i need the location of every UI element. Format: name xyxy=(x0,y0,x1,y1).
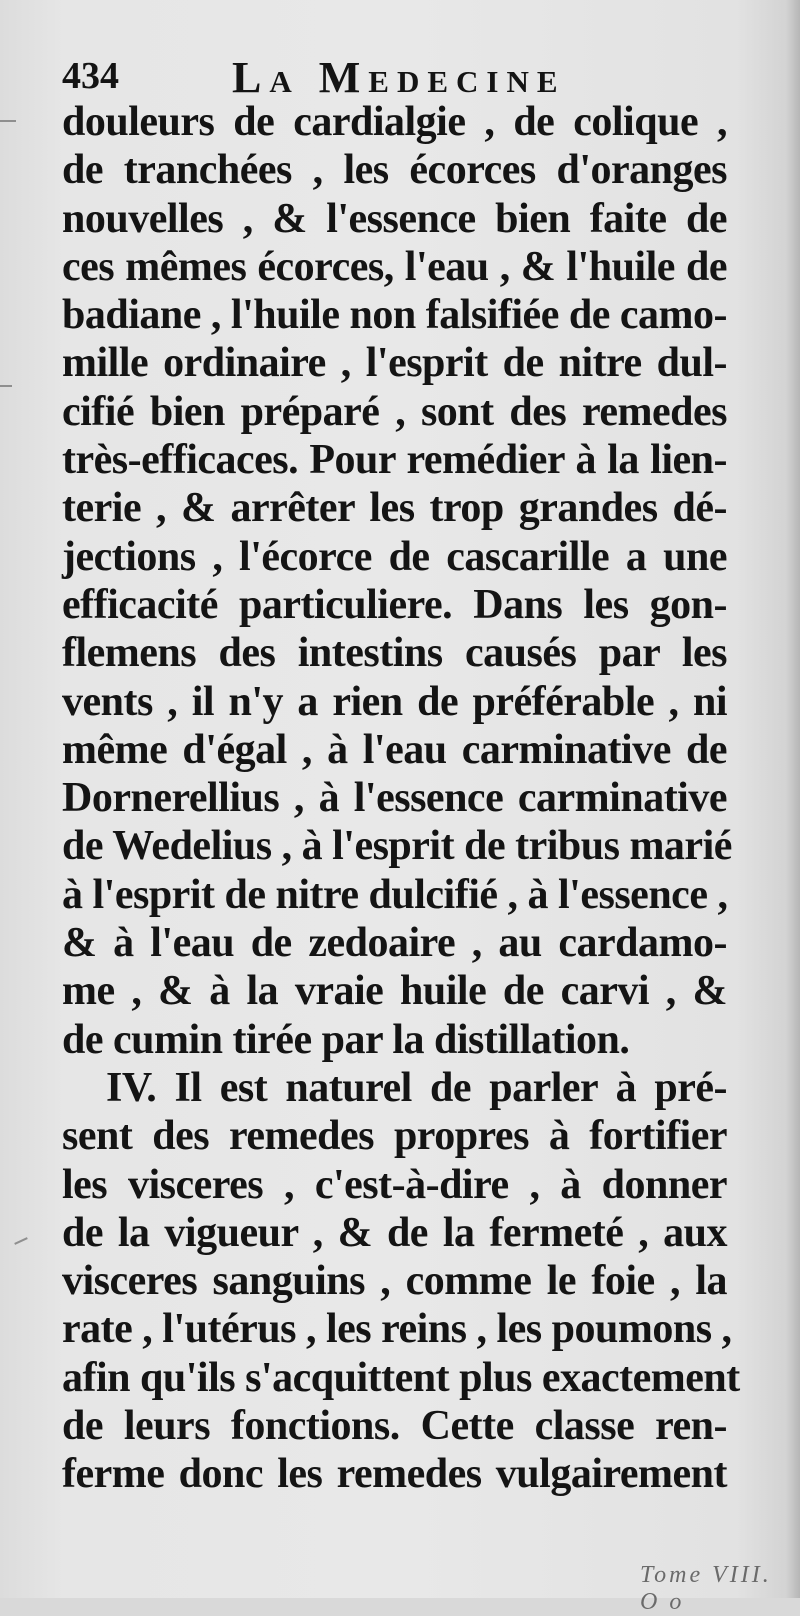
text-line: me , & à la vraie huile de carvi , & xyxy=(62,968,727,1015)
text-line: ferme donc les remedes vulgairement xyxy=(62,1451,727,1498)
text-line: rate , l'utérus , les reins , les poumons , xyxy=(62,1306,732,1353)
text-line: Dornerellius , à l'essence carminative xyxy=(62,775,727,822)
text-line: nouvelles , & l'essence bien faite de xyxy=(62,195,727,242)
page-number: 434 xyxy=(62,55,119,97)
body-text xyxy=(62,98,740,1499)
text-line: mille ordinaire , l'esprit de nitre dul- xyxy=(62,340,727,387)
text-line: de Wedelius , à l'esprit de tribus marié xyxy=(62,823,732,870)
text-line: douleurs de cardialgie , de colique , xyxy=(62,99,727,145)
text-line: terie , & arrêter les trop grandes dé- xyxy=(62,485,727,532)
text-line: vents , il n'y a rien de préférable , ni xyxy=(62,678,727,725)
text-line: à l'esprit de nitre dulcifié , à l'essence , xyxy=(62,871,728,918)
text-line: de tranchées , les écorces d'oranges xyxy=(62,147,727,194)
text-line: de leurs fonctions. Cette classe ren- xyxy=(62,1403,727,1450)
signature-mark: Tome VIII. O o xyxy=(640,1562,772,1615)
paragraph-start-line: IV. Il est naturel de parler à pré- xyxy=(106,1064,727,1111)
text-line: flemens des intestins causés par les xyxy=(62,630,727,677)
page-header xyxy=(62,48,722,104)
text-line: de la vigueur , & de la fermeté , aux xyxy=(62,1209,727,1256)
text-line: cifié bien préparé , sont des remedes xyxy=(62,388,727,435)
running-title: La Medecine xyxy=(232,53,566,102)
text-line: badiane , l'huile non falsifiée de camo- xyxy=(62,292,727,339)
text-line: ces mêmes écorces, l'eau , & l'huile de xyxy=(62,243,727,290)
text-line: afin qu'ils s'acquittent plus exactement xyxy=(62,1354,740,1401)
margin-scratch xyxy=(0,385,12,387)
text-line: efficacité particuliere. Dans les gon- xyxy=(62,581,727,628)
margin-scratch xyxy=(14,1237,28,1245)
text-line: & à l'eau de zedoaire , au cardamo- xyxy=(62,920,727,967)
paragraph-end-line: de cumin tirée par la distillation. xyxy=(62,1016,630,1063)
text-line: même d'égal , à l'eau carminative de xyxy=(62,726,727,773)
text-line: visceres sanguins , comme le foie , la xyxy=(62,1258,727,1305)
text-line: sent des remedes propres à fortifier xyxy=(62,1113,727,1160)
text-line: très-efficaces. Pour remédier à la lien- xyxy=(62,437,727,484)
margin-scratch xyxy=(0,120,16,122)
text-line: jections , l'écorce de cascarille a une xyxy=(62,533,727,580)
text-line: les visceres , c'est-à-dire , à donner xyxy=(62,1161,727,1208)
